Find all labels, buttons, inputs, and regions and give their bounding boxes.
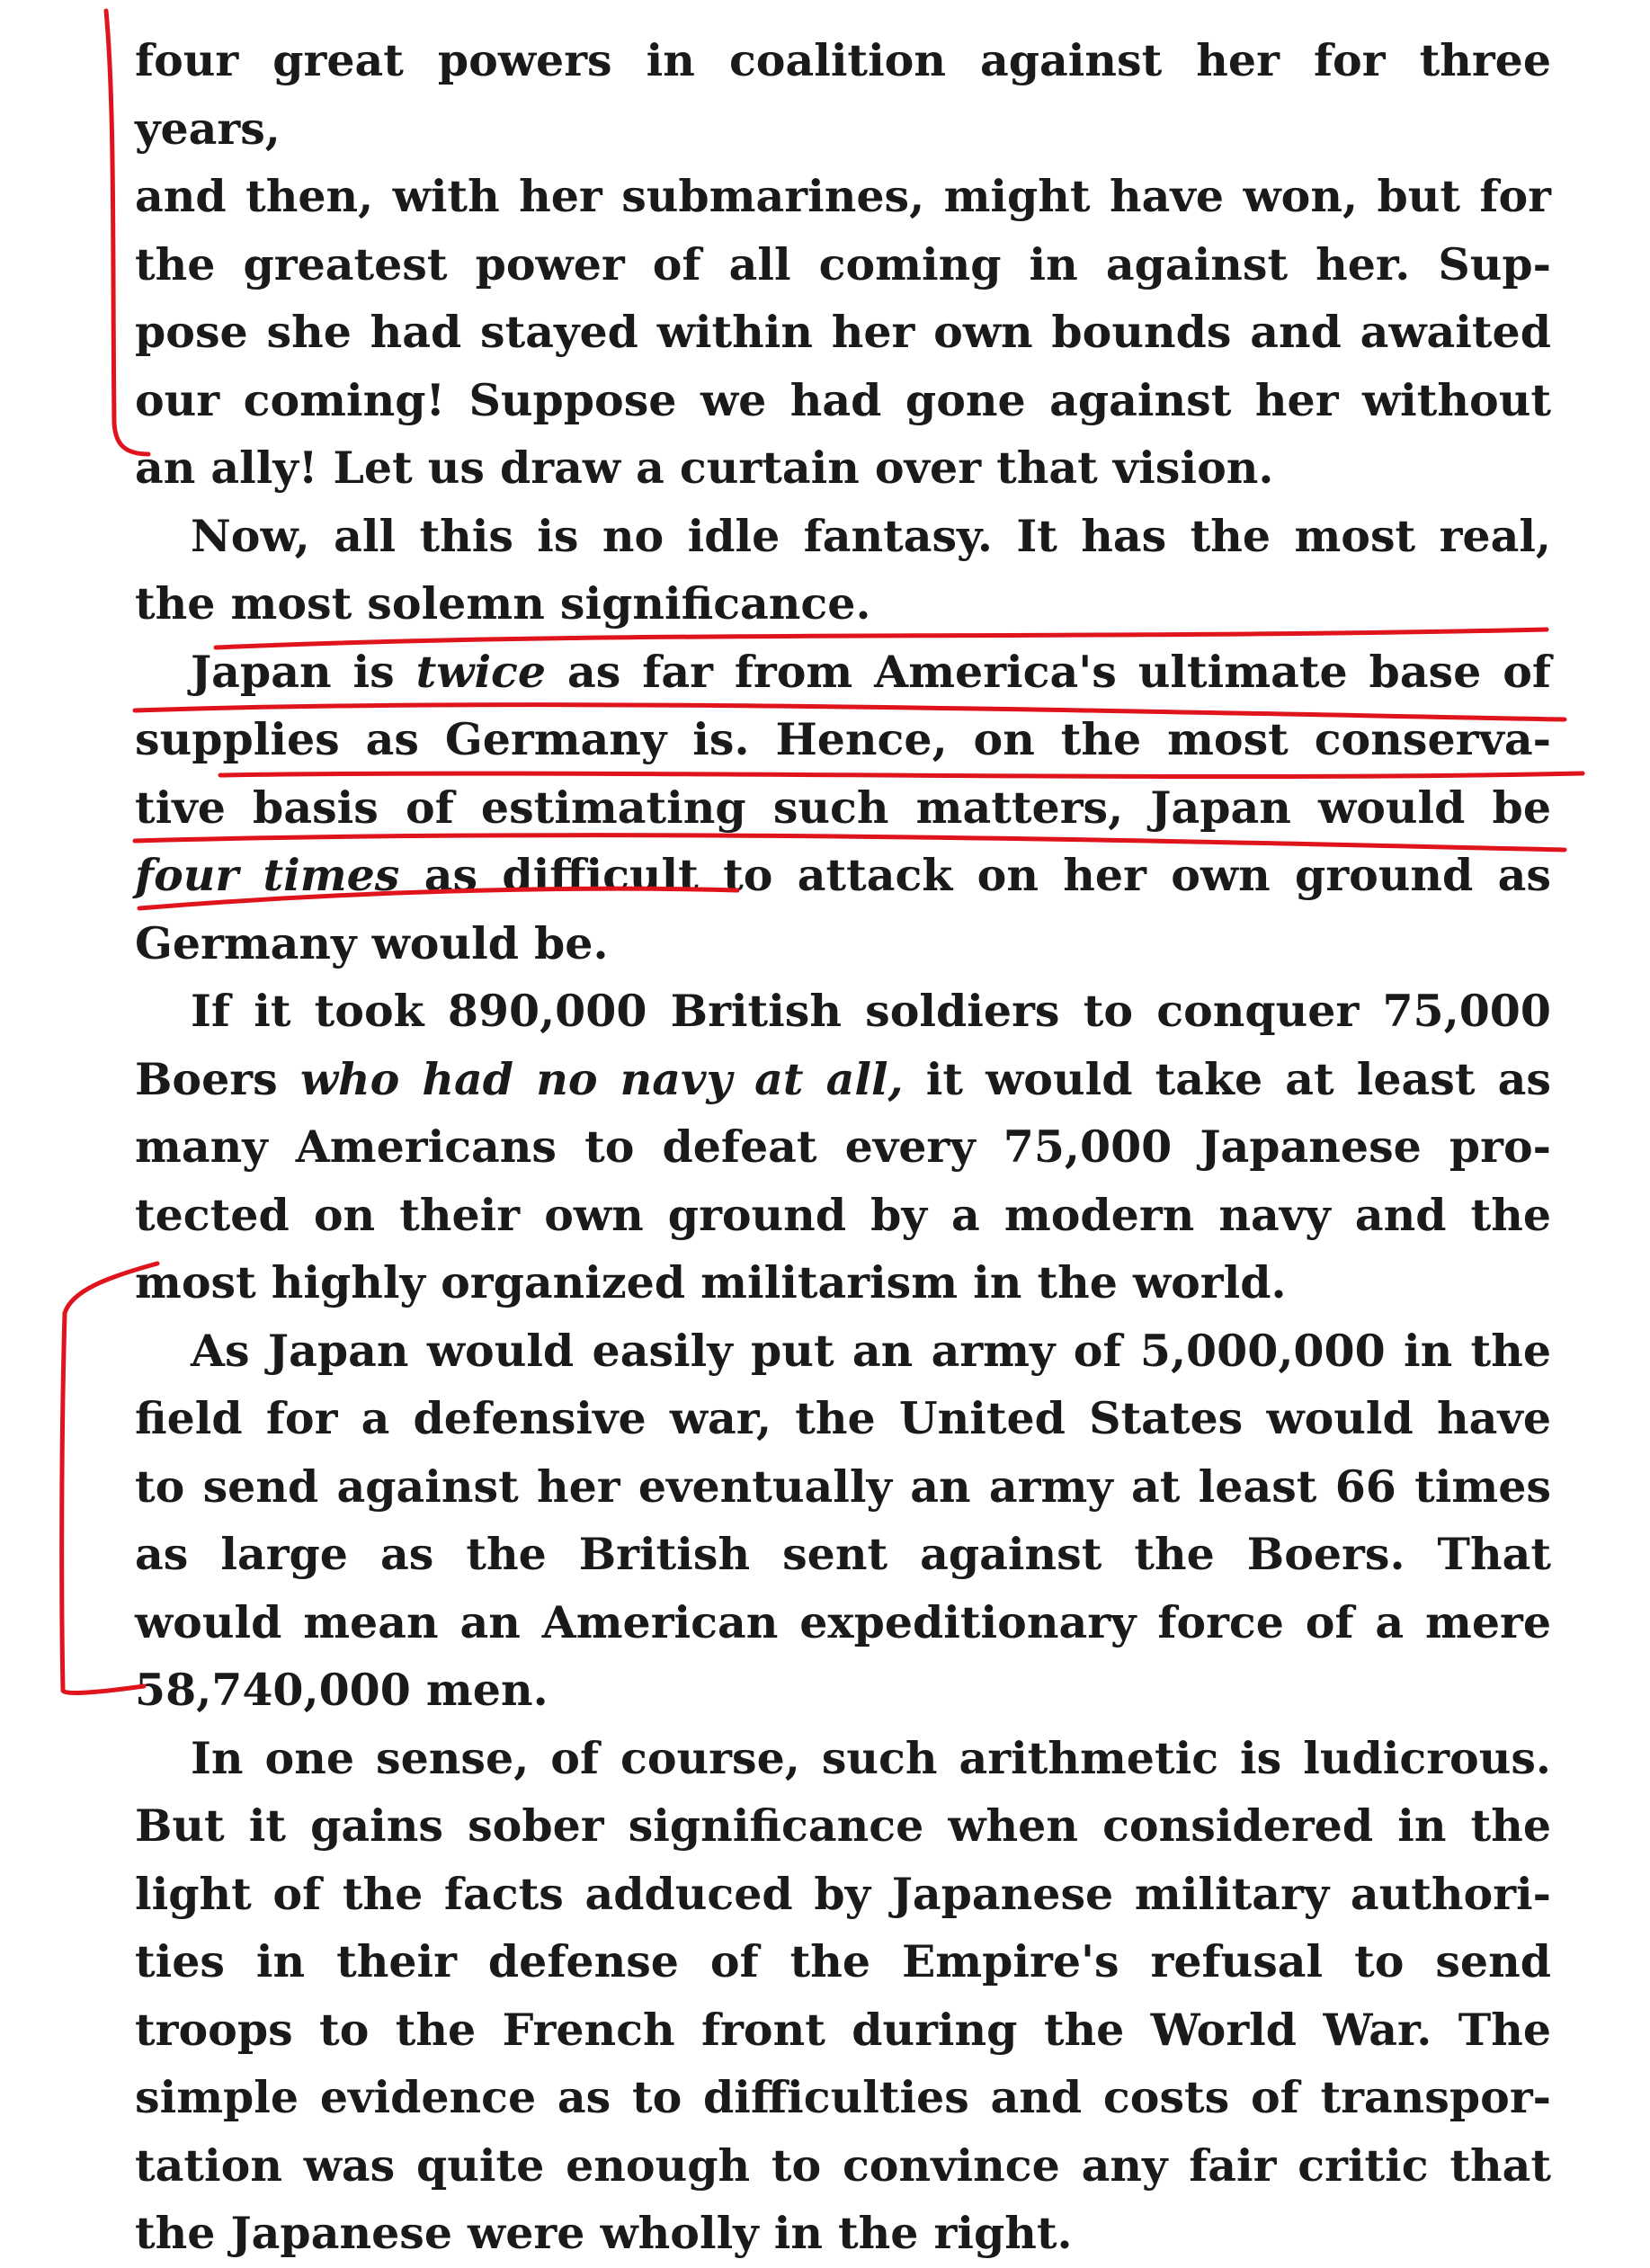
text-line: pose she had stayed within her own bounds and awaited — [135, 306, 1551, 358]
text-line — [135, 1046, 1551, 1114]
paragraph-6 — [135, 1725, 1551, 2268]
italic-emphasis: four times — [135, 849, 400, 901]
text-run: as difficult to attack on her own ground as — [399, 849, 1551, 901]
italic-emphasis: twice — [415, 645, 547, 698]
text-line: our coming! Suppose we had gone against her without — [135, 373, 1551, 426]
text-line: ties in their defense of the Empire's refusal to send — [135, 1935, 1551, 1987]
paragraph-4 — [135, 978, 1551, 1317]
text-line: supplies as Germany is. Hence, on the most conserva- — [135, 713, 1551, 765]
text-line: as large as the British sent against the Boers. That — [135, 1528, 1551, 1580]
text-line: an ally! Let us draw a curtain over that vision. — [135, 442, 1274, 494]
paragraph-2 — [135, 503, 1551, 638]
text-run: it would take at least as — [903, 1052, 1551, 1105]
text-line: tected on their own ground by a modern navy and the — [135, 1188, 1551, 1241]
text-line: As Japan would easily put an army of 5,000,000 in the — [191, 1324, 1551, 1377]
text-line: the greatest power of all coming in against her. Sup- — [135, 237, 1551, 290]
text-run: Japan is — [191, 645, 416, 698]
text-line: Now, all this is no idle fantasy. It has the most real, — [191, 509, 1551, 562]
page-text — [135, 27, 1551, 2268]
text-run: as far from America's ultimate base of — [546, 645, 1552, 698]
paragraph-5 — [135, 1317, 1551, 1725]
paragraph-3 — [135, 638, 1551, 978]
text-line: Germany would be. — [135, 916, 609, 969]
text-line — [135, 638, 1551, 707]
text-line: tation was quite enough to convince any fair critic that — [135, 2139, 1551, 2192]
text-line: simple evidence as to difficulties and costs of transpor- — [135, 2071, 1551, 2123]
text-run: Boers — [135, 1052, 300, 1105]
text-line: troops to the French front during the World War. The — [135, 2003, 1551, 2056]
text-line — [135, 842, 1551, 910]
text-line: many Americans to defeat every 75,000 Japanese pro- — [135, 1121, 1551, 1173]
text-line: and then, with her submarines, might have won, but for — [135, 170, 1551, 222]
italic-emphasis: who had no navy at all, — [299, 1052, 904, 1105]
text-line: In one sense, of course, such arithmetic is ludicrous. — [191, 1731, 1551, 1784]
text-line: light of the facts adduced by Japanese military authori- — [135, 1867, 1551, 1920]
text-line: most highly organized militarism in the world. — [135, 1256, 1287, 1308]
text-line: the Japanese were wholly in the right. — [135, 2207, 1073, 2259]
text-line: 58,740,000 men. — [135, 1664, 549, 1716]
text-line: tive basis of estimating such matters, Japan would be — [135, 781, 1551, 834]
text-line: If it took 890,000 British soldiers to conquer 75,000 — [191, 985, 1551, 1037]
text-line: the most solemn significance. — [135, 577, 871, 630]
text-line: But it gains sober significance when considered in the — [135, 1799, 1551, 1852]
text-line: four great powers in coalition against her for three years, — [135, 34, 1551, 155]
paragraph-1 — [135, 27, 1551, 503]
text-line: field for a defensive war, the United States would have — [135, 1392, 1551, 1444]
text-line: would mean an American expeditionary force of a mere — [135, 1595, 1551, 1648]
text-line: to send against her eventually an army at least 66 times — [135, 1460, 1551, 1513]
